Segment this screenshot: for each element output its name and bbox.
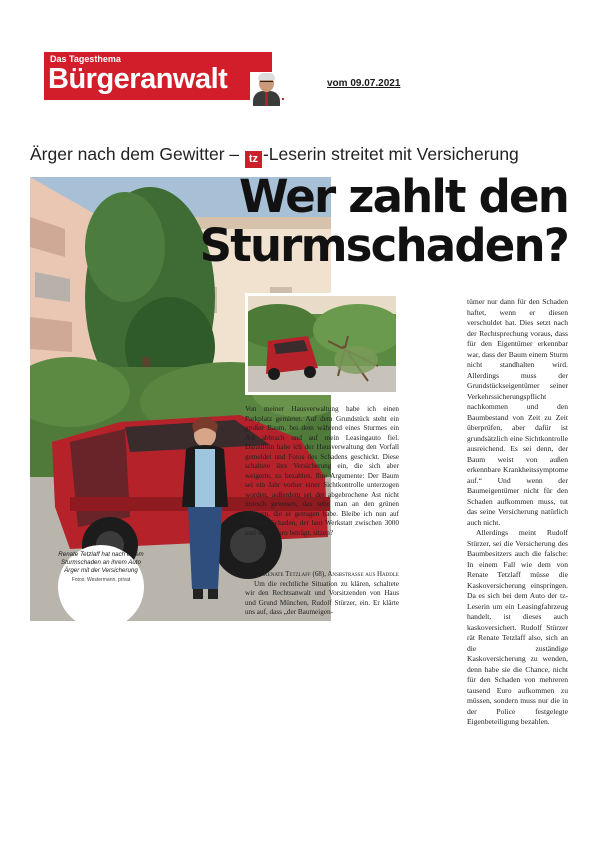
brand-rule [44,98,284,100]
article-column-2 [467,297,568,728]
letter-signature: Renate Tetzlaff (68), Ansbstraße aus Haddle [263,570,399,578]
article-column-1 [245,570,399,618]
brand-logo [44,52,272,98]
tz-logo-icon: tz [245,151,262,168]
kicker-line [30,144,519,168]
columnist-portrait [250,72,282,106]
brand-subtitle: Das Tagesthema [50,54,121,64]
photo-caption [58,545,144,629]
column-2-paragraph-1: tümer nur dann für den Schaden haftet, wenn er diesen verschuldet hat. Dies setzt nach der Rechtsprechung voraus, dass für den Eigentümer erkennbar war, dass der Baum einem Sturm nicht standhalten wird. Allerdings muss der Grundstückseigentümer seiner Verkehrssicherungspflicht nachkommen und den Baumbestand von Zeit zu Zeit überprüfen, aber dafür ist grundsätzlich eine Sichtkontrolle ausreichend. Es sei denn, der Baum weist von außen erkennbare Krankheitssymptome auf.“ Und wenn der Baumeigentümer nicht für den Schaden aufkommen muss, tut das seine Versicherung natürlich auch nicht. [467,297,568,527]
headline-line-2: Sturmschaden? [199,219,568,272]
kicker-after: -Leserin streitet mit Versicherung [262,144,519,164]
column-1-text: Um die rechtliche Situation zu klären, schaltete wir den Rechtsanwalt und Vorsitzenden von Haus und Grund München, Rudolf Stürzer, ein. Er klärte uns auf, dass „der Baumeigen- [245,579,399,616]
caption-text: Renate Tetzlaff hat nach einem Sturmschaden an ihrem Auto Ärger mit der Versicherung [58,551,144,574]
headline [196,172,568,270]
kicker-before: Ärger nach dem Gewitter – [30,144,244,164]
headline-line-1: Wer zahlt den [239,170,568,223]
intro-text: Von meiner Hausverwaltung habe ich einen Parkplatz gemietet. Auf dem Grundstück steht ein großer Baum, bei dem während eines Sturmes ein Ast abbrach und auf mein Leasingauto fiel. Daraufhin habe ich der Hausverwaltung den Vorfall gemeldet und Fotos des Schadens geschickt. Diese schaltete ihre Versicherung ein, die sich aber weigerte, zu bezahlen. Ihre Argumente: Der Baum sei ein Jahr vorher einer Sichtkontrolle unterzogen worden, außerdem sei der abgebrochene Ast nicht morsch gewesen, das sehe man an den grünen Blättern, die er getragen habe. Bleibe ich nun auf meinem Schaden, der laut Werkstatt zwischen 3000 und 4000 Euro beträgt, sitzen? [245,405,399,537]
photo-credit: Fotos: Westermann, privat [71,577,131,583]
publication-date: vom 09.07.2021 [327,78,401,89]
brand-name: Bürgeranwalt [48,63,228,95]
inset-photo [245,293,399,395]
column-2-paragraph-2: Allerdings meint Rudolf Stürzer, sei die Versicherung des Baumbesitzers auch die falsche: In einem Fall wie dem von Renate Tetzlaff müsse die Kaskoversicherung einspringen. Da es sich bei dem Auto der tz-Leserin um ein Leasingfahrzeug handelt, ist dieses auch kaskoversichert. Rudolf Stürzer rät Renate Tetzlaff also, sich an die zuständige Kaskoversicherung zu wenden, denn habe sie die Chance, nicht für den Schaden von mehreren tausend Euro aufkommen zu müssen, sondern muss nur die in der Police festgelegte Eigenbeteiligung bezahlen. [467,528,568,726]
article-intro-column [245,405,399,538]
